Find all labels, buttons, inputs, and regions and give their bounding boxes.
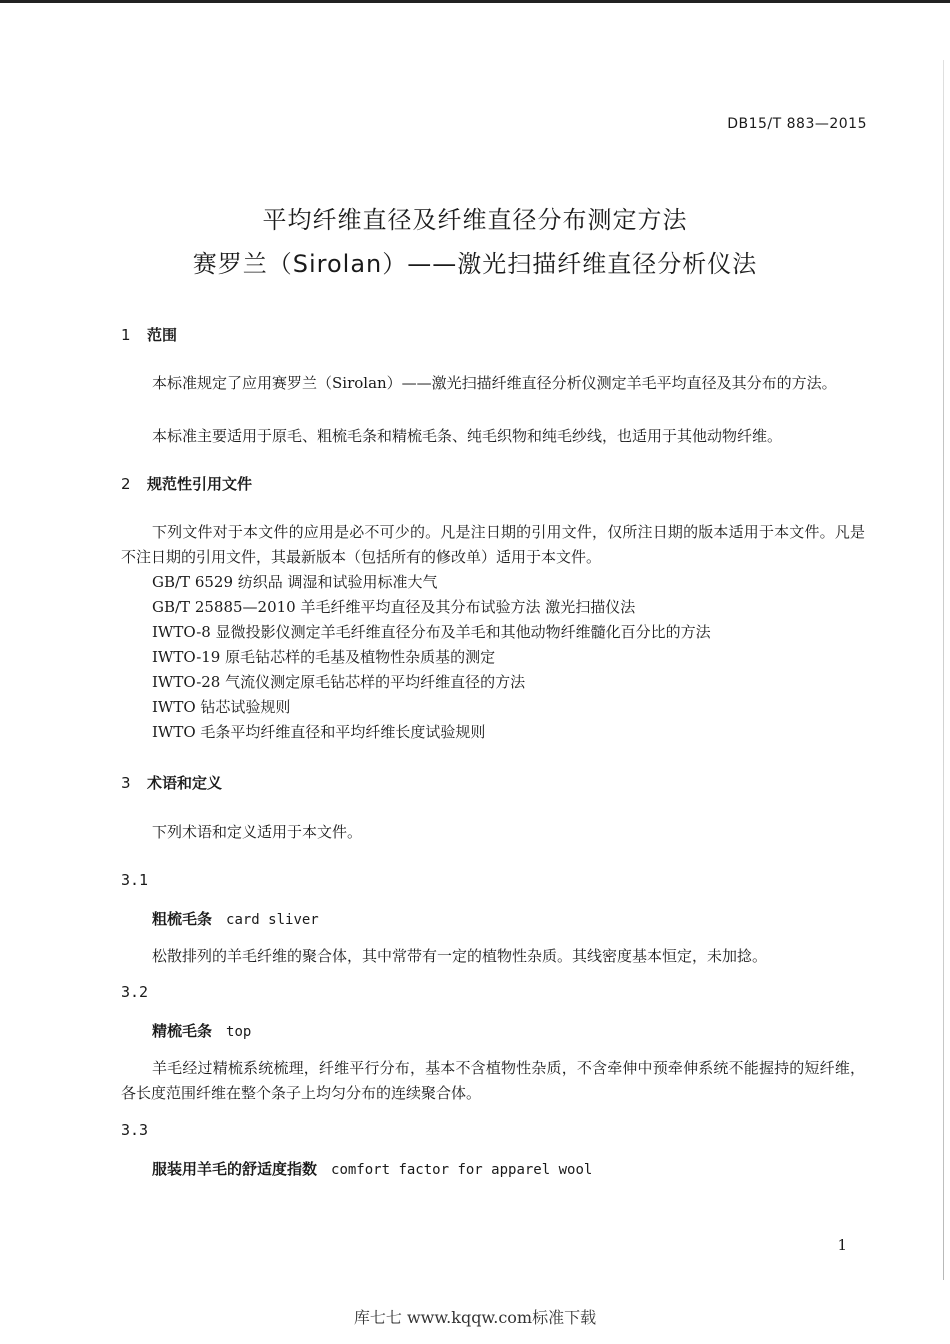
section-title: 术语和定义 bbox=[147, 774, 223, 792]
reference-item: GB/T 25885—2010 羊毛纤维平均直径及其分布试验方法 激光扫描仪法 bbox=[152, 598, 636, 616]
page-number: 1 bbox=[837, 1236, 847, 1254]
section-1-heading bbox=[121, 324, 177, 345]
term-chinese: 服装用羊毛的舒适度指数 bbox=[152, 1160, 318, 1178]
term-definition: 松散排列的羊毛纤维的聚合体，其中常带有一定的植物性杂质。其线密度基本恒定，未加捻。 bbox=[152, 947, 768, 965]
section-title: 规范性引用文件 bbox=[147, 475, 253, 493]
section-1-paragraph-1: 本标准规定了应用赛罗兰（Sirolan）——激光扫描纤维直径分析仪测定羊毛平均直径及其分布的方法。 bbox=[152, 374, 837, 392]
section-1-paragraph-2: 本标准主要适用于原毛、粗梳毛条和精梳毛条、纯毛织物和纯毛纱线，也适用于其他动物纤维。 bbox=[152, 427, 783, 445]
section-number: 3 bbox=[121, 774, 131, 792]
scan-edge-artifact bbox=[943, 60, 944, 1280]
reference-item: IWTO 钻芯试验规则 bbox=[152, 698, 291, 716]
footer-watermark[interactable]: 库七七 www.kqqw.com标准下载 bbox=[353, 1308, 597, 1327]
section-2-heading bbox=[121, 473, 252, 494]
title-line-1: 平均纤维直径及纤维直径分布测定方法 bbox=[262, 206, 688, 234]
term-entry bbox=[152, 1020, 251, 1041]
term-entry bbox=[152, 908, 319, 929]
scan-top-border bbox=[0, 0, 950, 3]
clause-number: 3.1 bbox=[121, 871, 149, 889]
section-3-intro: 下列术语和定义适用于本文件。 bbox=[152, 823, 363, 841]
term-english: comfort factor for apparel wool bbox=[331, 1162, 593, 1178]
term-chinese: 粗梳毛条 bbox=[152, 910, 213, 928]
reference-item: IWTO-28 气流仪测定原毛钻芯样的平均纤维直径的方法 bbox=[152, 673, 526, 691]
section-number: 1 bbox=[121, 326, 131, 344]
clause-number: 3.2 bbox=[121, 983, 149, 1001]
reference-item: IWTO-8 显微投影仪测定羊毛纤维直径分布及羊毛和其他动物纤维髓化百分比的方法 bbox=[152, 623, 711, 641]
term-definition: 羊毛经过精梳系统梳理，纤维平行分布，基本不含植物性杂质，不含牵伸中预牵伸系统不能握持的短纤维，各长度范围纤维在整个条子上均匀分布的连续聚合体。 bbox=[121, 1059, 865, 1102]
section-title: 范围 bbox=[147, 326, 178, 344]
term-english: card sliver bbox=[226, 912, 319, 928]
section-3-heading bbox=[121, 772, 222, 793]
section-number: 2 bbox=[121, 475, 131, 493]
title-line-2: 赛罗兰（Sirolan）——激光扫描纤维直径分析仪法 bbox=[192, 250, 758, 278]
clause-number: 3.3 bbox=[121, 1121, 149, 1139]
reference-item: GB/T 6529 纺织品 调湿和试验用标准大气 bbox=[152, 573, 438, 591]
term-entry bbox=[152, 1158, 592, 1179]
reference-item: IWTO 毛条平均纤维直径和平均纤维长度试验规则 bbox=[152, 723, 486, 741]
document-number: DB15/T 883—2015 bbox=[727, 116, 867, 132]
term-chinese: 精梳毛条 bbox=[152, 1022, 213, 1040]
reference-item: IWTO-19 原毛钻芯样的毛基及植物性杂质基的测定 bbox=[152, 648, 496, 666]
term-english: top bbox=[226, 1024, 252, 1040]
section-2-intro: 下列文件对于本文件的应用是必不可少的。凡是注日期的引用文件，仅所注日期的版本适用于本文件。凡是不注日期的引用文件，其最新版本（包括所有的修改单）适用于本文件。 bbox=[121, 523, 865, 566]
